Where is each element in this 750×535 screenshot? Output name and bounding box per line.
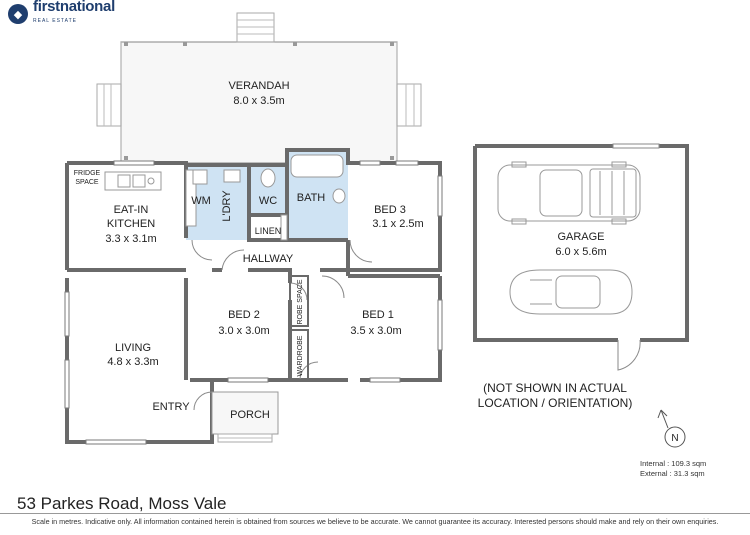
brand-name: firstnational: [33, 0, 115, 15]
porch-label: PORCH: [230, 409, 270, 421]
linen-label: LINEN: [254, 226, 282, 236]
sports-car-icon: [510, 270, 632, 314]
bed1-label: BED 1: [362, 309, 394, 321]
fridge-label-2: SPACE: [75, 179, 99, 186]
garage-label: GARAGE: [557, 231, 605, 243]
disclaimer-text: Scale in metres. Indicative only. All information contained herein is obtained from sources we believe to be accurate. We cannot guarantee its accuracy. Interested persons should make and rely on their own enquiries.: [31, 517, 719, 526]
area-summary: [640, 459, 706, 479]
fridge-label-1: FRIDGE: [73, 170, 101, 177]
brand-tagline: REAL ESTATE: [33, 18, 77, 24]
wardrobe-label: WARDROBE: [297, 335, 304, 377]
living-label: LIVING: [114, 342, 152, 354]
kitchen-dims: 3.3 x 3.1m: [105, 233, 157, 245]
north-label: N: [671, 433, 679, 444]
garage-note-2: LOCATION / ORIENTATION): [477, 396, 633, 410]
verandah-label: VERANDAH: [228, 80, 290, 92]
kitchen-label-2: KITCHEN: [106, 218, 156, 230]
garage-note-1: (NOT SHOWN IN ACTUAL: [483, 381, 627, 395]
internal-area: Internal : 109.3 sqm: [640, 459, 707, 468]
ute-icon: [498, 162, 640, 224]
hallway-label: HALLWAY: [242, 253, 294, 265]
bed2-dims: 3.0 x 3.0m: [218, 325, 270, 337]
garage-dims: 6.0 x 5.6m: [555, 246, 607, 258]
wm-label: WM: [191, 195, 211, 207]
bath-label: BATH: [296, 192, 326, 204]
bed3-dims: 3.1 x 2.5m: [372, 218, 424, 230]
bed3-label: BED 3: [374, 204, 406, 216]
laundry-label: L'DRY: [221, 190, 233, 222]
verandah-dims: 8.0 x 3.5m: [233, 95, 285, 107]
property-address: 53 Parkes Road, Moss Vale: [17, 494, 227, 513]
kitchen-label-1: EAT-IN: [113, 204, 149, 216]
bed1-dims: 3.5 x 3.0m: [350, 325, 402, 337]
external-area: External : 31.3 sqm: [640, 469, 705, 478]
verandah-area: [97, 13, 421, 163]
north-arrow-icon: [658, 410, 685, 447]
bed2-label: BED 2: [228, 309, 260, 321]
entry-label: ENTRY: [152, 401, 190, 413]
logo-icon: ◆: [8, 4, 28, 24]
living-dims: 4.8 x 3.3m: [107, 356, 159, 368]
footer-divider: [0, 513, 750, 514]
robe-label: ROBE SPACE: [297, 279, 304, 325]
wc-label: WC: [258, 195, 278, 207]
garage-area: [475, 144, 687, 410]
